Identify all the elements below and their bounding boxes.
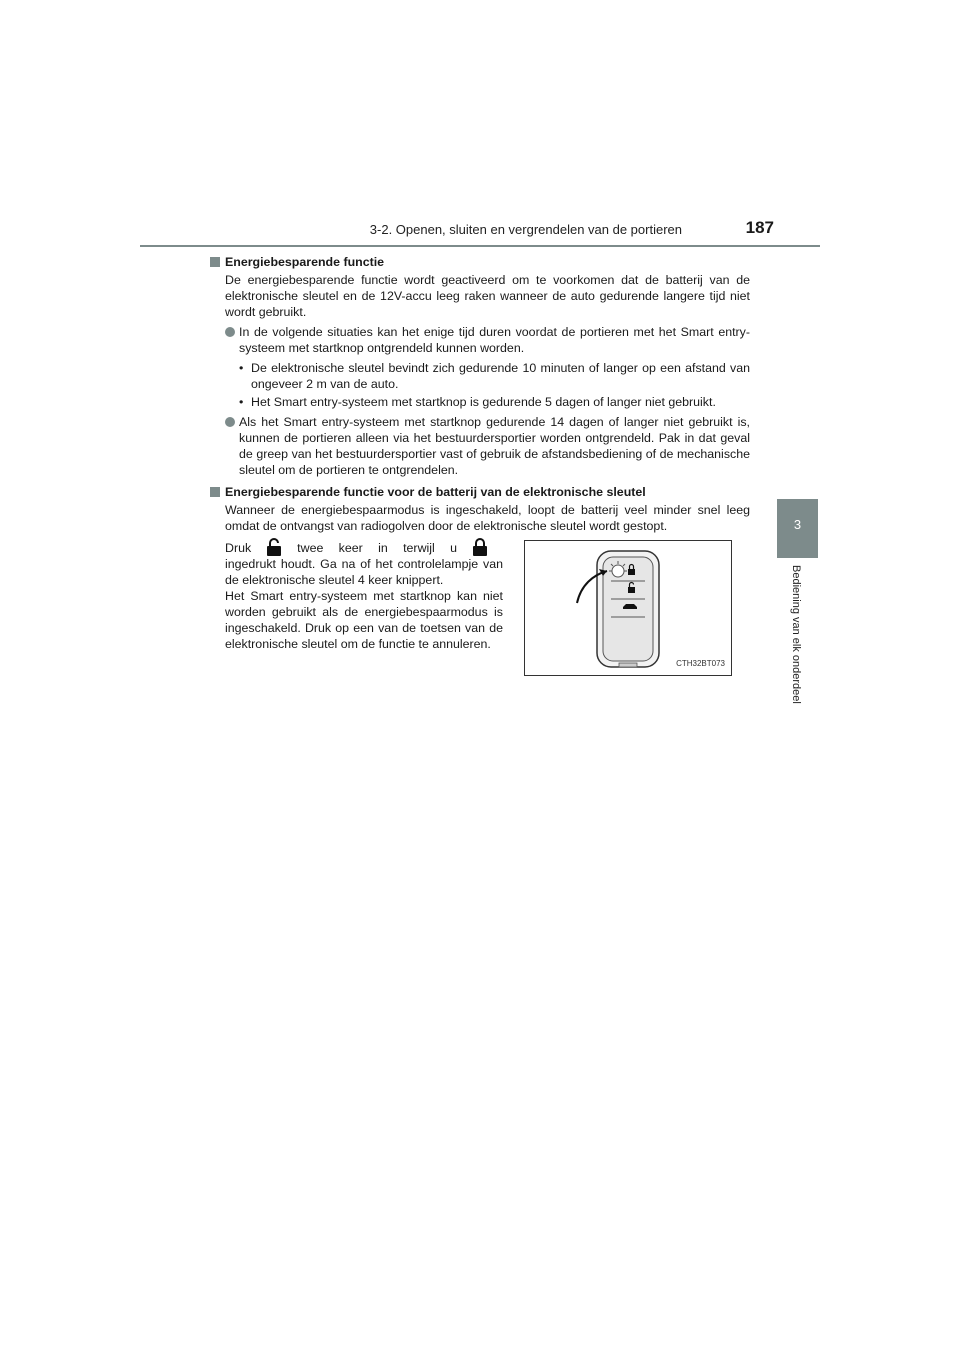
- lock-icon: [471, 538, 489, 556]
- chapter-tab: [777, 499, 818, 558]
- instruction-note: Het Smart entry-systeem met startknop kan niet worden gebruikt als de energiebespaarmodus is ingeschakeld. Druk op een van de toetsen van de elektronische sleutel om de functie te annuleren.: [225, 589, 503, 651]
- page-content: [210, 254, 750, 688]
- key-illustration: [524, 540, 732, 676]
- section-heading-energy-saving: Energiebesparende functie: [210, 254, 750, 270]
- smart-key-drawing: [525, 541, 731, 675]
- instruction-block: [210, 538, 750, 688]
- running-header-title: 3-2. Openen, sluiten en vergrendelen van de portieren: [369, 222, 682, 237]
- small-bullet-icon: •: [239, 361, 244, 375]
- sub-bullet-item: • Het Smart entry-systeem met startknop is gedurende 5 dagen of langer niet gebruikt.: [239, 395, 716, 409]
- round-bullet-icon: [225, 327, 235, 337]
- small-bullet-icon: •: [239, 395, 244, 409]
- bullet-item: Als het Smart entry-systeem met startknop gedurende 14 dagen of langer niet gebruikt is, kunnen de portieren alleen via het bestuurdersportier worden ontgrendeld. Pak in dat geval de greep van het bestuurdersportier vast of gebruik de afstandsbediening of de mechanische sleutel om de portieren te ontgrendelen.: [210, 414, 750, 478]
- bullet-item: In de volgende situaties kan het enige tijd duren voordat de portieren met het Smart entry-systeem met startknop ontgrendeld kunnen worden.: [210, 324, 750, 356]
- section-heading-key-battery: Energiebesparende functie voor de batterij van de elektronische sleutel: [210, 484, 750, 500]
- sub-bullet-item: • De elektronische sleutel bevindt zich gedurende 10 minuten of langer op een afstand van ongeveer 2 m van de auto.: [239, 361, 750, 391]
- section-intro: Wanneer de energiebespaarmodus is ingeschakeld, loopt de batterij veel minder snel leeg omdat de ontvangst van radiogolven door de elektronische sleutel wordt gestopt.: [225, 503, 750, 533]
- instruction-text: Druk twee keer in terwijl uingedrukt houdt. Ga na of het controlelampje van de elektronische sleutel 4 keer knippert. Het Smart entry-systeem met startknop kan niet worden gebruikt als de energiebespaarmodus is ingeschakeld. Druk op een van de toetsen van de elektronische sleutel om de functie te annuleren.: [225, 538, 503, 652]
- page-number: 187: [745, 218, 774, 237]
- figure-code: CTH32BT073: [676, 659, 725, 668]
- header-rule: [140, 245, 820, 247]
- page-header: [140, 218, 820, 244]
- round-bullet-icon: [225, 417, 235, 427]
- section-intro: De energiebesparende functie wordt geactiveerd om te voorkomen dat de batterij van de elektronische sleutel en de 12V-accu leeg raken wanneer de auto gedurende langere tijd niet wordt gebruikt.: [225, 273, 750, 319]
- chapter-side-label: [790, 565, 804, 735]
- unlock-icon: [265, 538, 283, 556]
- chapter-label: Bediening van elk onderdeel: [790, 565, 802, 704]
- square-bullet-icon: [210, 257, 220, 267]
- chapter-number: 3: [793, 517, 802, 532]
- square-bullet-icon: [210, 487, 220, 497]
